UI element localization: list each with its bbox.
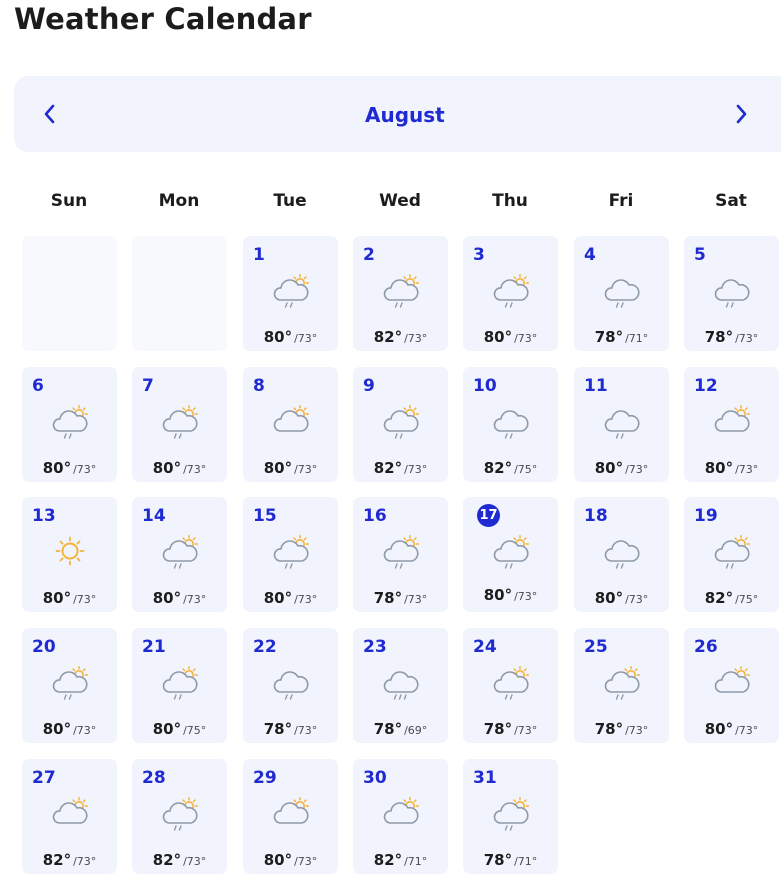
partly-cloudy-icon [270,401,312,441]
temp-low: /73° [73,593,97,606]
temp-low: /73° [294,332,318,345]
temp-high: 78° [483,720,513,738]
temp-high: 78° [594,328,624,346]
day-number: 8 [253,376,265,396]
day-cell[interactable] [463,628,558,743]
day-number: 20 [32,637,56,657]
temperature-range [463,719,558,738]
partly-cloudy-icon [711,662,753,702]
weather-icon-wrap [159,662,201,702]
temp-high: 78° [594,720,624,738]
temperature-range [132,850,227,869]
temp-high: 80° [594,589,624,607]
temp-low: /73° [625,463,649,476]
temp-low: /73° [514,590,538,603]
weather-icon-wrap [49,793,91,833]
temp-low: /75° [183,724,207,737]
day-number: 3 [473,245,485,265]
day-number: 25 [584,637,608,657]
temp-low: /73° [404,332,428,345]
day-number: 6 [32,376,44,396]
partly-cloudy-rain-icon [380,531,422,571]
temp-low: /73° [735,463,759,476]
temp-low: /73° [514,724,538,737]
weather-icon-wrap [711,662,753,702]
day-cell[interactable] [684,628,779,743]
weekday-tue: Tue [273,191,307,211]
weather-icon-wrap [490,793,532,833]
weather-icon-wrap [711,270,753,310]
temperature-range [22,850,117,869]
temperature-range [132,588,227,607]
temp-high: 78° [263,720,293,738]
partly-cloudy-rain-icon [380,270,422,310]
temp-low: /73° [514,332,538,345]
day-number: 15 [253,506,277,526]
temp-high: 80° [263,328,293,346]
day-cell[interactable] [574,236,669,351]
day-cell-today[interactable] [463,497,558,612]
weather-icon-wrap [711,401,753,441]
temperature-range [463,850,558,869]
weekday-sat: Sat [715,191,747,211]
partly-cloudy-rain-icon [601,662,643,702]
partly-cloudy-rain-icon [270,531,312,571]
weather-icon-wrap [49,401,91,441]
temperature-range [574,719,669,738]
weather-icon-wrap [270,270,312,310]
temp-high: 80° [263,459,293,477]
weekday-fri: Fri [608,191,634,211]
weather-icon-wrap [380,401,422,441]
weather-icon-wrap [601,662,643,702]
cloud-rain-icon [490,401,532,441]
temperature-range [463,327,558,346]
day-cell[interactable] [132,759,227,874]
day-cell[interactable] [353,367,448,482]
temp-low: /73° [183,855,207,868]
temperature-range [22,458,117,477]
prev-month-button[interactable] [33,97,67,131]
day-number: 22 [253,637,277,657]
day-number: 17 [477,504,500,527]
temperature-range [684,719,779,738]
partly-cloudy-rain-icon [380,401,422,441]
day-cell[interactable] [463,759,558,874]
temp-low: /73° [183,593,207,606]
day-cell[interactable] [353,759,448,874]
day-number: 2 [363,245,375,265]
temp-high: 82° [704,589,734,607]
day-cell[interactable] [243,628,338,743]
weather-icon-wrap [380,793,422,833]
temperature-range [574,588,669,607]
temperature-range [22,588,117,607]
weather-icon-wrap [601,401,643,441]
weekday-mon: Mon [158,191,200,211]
cloud-rain-icon [601,270,643,310]
temp-high: 80° [483,328,513,346]
weather-icon-wrap [711,531,753,571]
weather-icon-wrap [490,270,532,310]
day-number: 19 [694,506,718,526]
temperature-range [243,458,338,477]
month-navigation [14,76,781,152]
temp-high: 80° [152,720,182,738]
partly-cloudy-rain-icon [711,531,753,571]
temp-high: 80° [152,589,182,607]
temp-high: 80° [42,720,72,738]
partly-cloudy-icon [380,793,422,833]
cloud-rain-icon [711,270,753,310]
day-number: 7 [142,376,154,396]
day-number: 11 [584,376,608,396]
weekday-wed: Wed [379,191,421,211]
temp-low: /73° [294,593,318,606]
temperature-range [574,458,669,477]
temperature-range [243,327,338,346]
temp-low: /73° [404,463,428,476]
cloud-heavy-rain-icon [380,662,422,702]
temp-high: 78° [373,589,403,607]
day-number: 18 [584,506,608,526]
temp-high: 78° [373,720,403,738]
day-cell[interactable] [353,497,448,612]
temp-low: /71° [514,855,538,868]
temp-high: 80° [263,851,293,869]
temperature-range [353,458,448,477]
day-number: 9 [363,376,375,396]
weather-icon-wrap [380,270,422,310]
temp-low: /73° [294,855,318,868]
temp-high: 78° [483,851,513,869]
temp-high: 80° [263,589,293,607]
day-cell[interactable] [132,367,227,482]
chevron-left-icon [40,103,60,125]
partly-cloudy-rain-icon [490,662,532,702]
temperature-range [132,458,227,477]
weather-icon-wrap [270,793,312,833]
day-cell[interactable] [22,759,117,874]
temperature-range [684,588,779,607]
temperature-range [243,588,338,607]
cloud-rain-icon [270,662,312,702]
temp-high: 80° [704,720,734,738]
temp-low: /75° [735,593,759,606]
day-cell[interactable] [684,367,779,482]
day-number: 16 [363,506,387,526]
weekday-thu: Thu [492,191,528,211]
temp-low: /73° [735,724,759,737]
temp-high: 82° [483,459,513,477]
weather-icon-wrap [601,531,643,571]
temp-high: 82° [373,851,403,869]
temp-low: /73° [73,855,97,868]
partly-cloudy-icon [270,793,312,833]
day-number: 30 [363,768,387,788]
month-label: August [365,103,445,127]
partly-cloudy-rain-icon [49,662,91,702]
partly-cloudy-rain-icon [490,793,532,833]
temperature-range [353,327,448,346]
temp-high: 82° [152,851,182,869]
temperature-range [353,588,448,607]
day-cell[interactable] [22,497,117,612]
weather-icon-wrap [601,270,643,310]
weekday-header-row [0,191,781,213]
weather-icon-wrap [159,401,201,441]
weather-icon-wrap [270,531,312,571]
temp-high: 80° [704,459,734,477]
partly-cloudy-rain-icon [270,270,312,310]
day-number: 26 [694,637,718,657]
weather-icon-wrap [49,662,91,702]
temperature-range [353,719,448,738]
weather-icon-wrap [490,401,532,441]
weather-icon-wrap [490,662,532,702]
day-cell[interactable] [243,236,338,351]
day-cell[interactable] [574,628,669,743]
day-number: 27 [32,768,56,788]
temp-low: /73° [73,463,97,476]
day-number: 14 [142,506,166,526]
temp-high: 80° [152,459,182,477]
partly-cloudy-rain-icon [159,793,201,833]
temperature-range [243,719,338,738]
weather-icon-wrap [49,531,91,571]
day-cell[interactable] [22,628,117,743]
day-cell[interactable] [353,628,448,743]
temp-low: /73° [73,724,97,737]
weekday-sun: Sun [50,191,88,211]
temperature-range [684,327,779,346]
day-cell[interactable] [574,367,669,482]
temp-low: /73° [183,463,207,476]
day-cell[interactable] [243,759,338,874]
partly-cloudy-rain-icon [490,531,532,571]
day-cell[interactable] [574,497,669,612]
temp-high: 82° [373,459,403,477]
temp-low: /73° [294,463,318,476]
temp-low: /71° [625,332,649,345]
chevron-right-icon [731,103,751,125]
temp-low: /73° [404,593,428,606]
weather-icon-wrap [159,793,201,833]
temperature-range [243,850,338,869]
day-number: 29 [253,768,277,788]
temperature-range [684,458,779,477]
day-number: 28 [142,768,166,788]
temp-low: /73° [625,593,649,606]
partly-cloudy-rain-icon [159,662,201,702]
temperature-range [463,458,558,477]
temp-low: /71° [404,855,428,868]
day-number: 23 [363,637,387,657]
weather-icon-wrap [270,401,312,441]
temp-high: 82° [42,851,72,869]
temperature-range [22,719,117,738]
day-number: 10 [473,376,497,396]
cloud-rain-icon [601,401,643,441]
temp-low: /69° [404,724,428,737]
day-number: 24 [473,637,497,657]
day-number: 4 [584,245,596,265]
day-cell[interactable] [132,497,227,612]
day-cell[interactable] [463,367,558,482]
weather-icon-wrap [490,531,532,571]
day-cell[interactable] [22,367,117,482]
temperature-range [353,850,448,869]
day-number: 1 [253,245,265,265]
day-cell[interactable] [684,236,779,351]
partly-cloudy-rain-icon [159,531,201,571]
day-number: 5 [694,245,706,265]
temp-high: 82° [373,328,403,346]
weather-icon-wrap [270,662,312,702]
day-cell[interactable] [353,236,448,351]
temp-high: 80° [42,459,72,477]
day-cell[interactable] [243,367,338,482]
temp-low: /73° [294,724,318,737]
temp-high: 80° [483,586,513,604]
day-cell[interactable] [463,236,558,351]
cloud-rain-icon [601,531,643,571]
temperature-range [132,719,227,738]
weather-icon-wrap [380,662,422,702]
day-cell[interactable] [243,497,338,612]
weather-icon-wrap [159,531,201,571]
temperature-range [463,585,558,604]
temp-high: 80° [42,589,72,607]
day-number: 21 [142,637,166,657]
sun-icon [49,531,91,571]
temp-low: /75° [514,463,538,476]
temp-high: 80° [594,459,624,477]
partly-cloudy-rain-icon [49,401,91,441]
partly-cloudy-icon [49,793,91,833]
temp-high: 78° [704,328,734,346]
day-number: 31 [473,768,497,788]
page-title: Weather Calendar [14,2,312,36]
partly-cloudy-rain-icon [159,401,201,441]
empty-day-cell [132,236,227,351]
day-cell[interactable] [132,628,227,743]
temp-low: /73° [735,332,759,345]
partly-cloudy-icon [711,401,753,441]
day-number: 12 [694,376,718,396]
day-cell[interactable] [684,497,779,612]
temperature-range [574,327,669,346]
temp-low: /73° [625,724,649,737]
weather-icon-wrap [380,531,422,571]
partly-cloudy-rain-icon [490,270,532,310]
day-number: 13 [32,506,56,526]
next-month-button[interactable] [724,97,758,131]
empty-day-cell [22,236,117,351]
